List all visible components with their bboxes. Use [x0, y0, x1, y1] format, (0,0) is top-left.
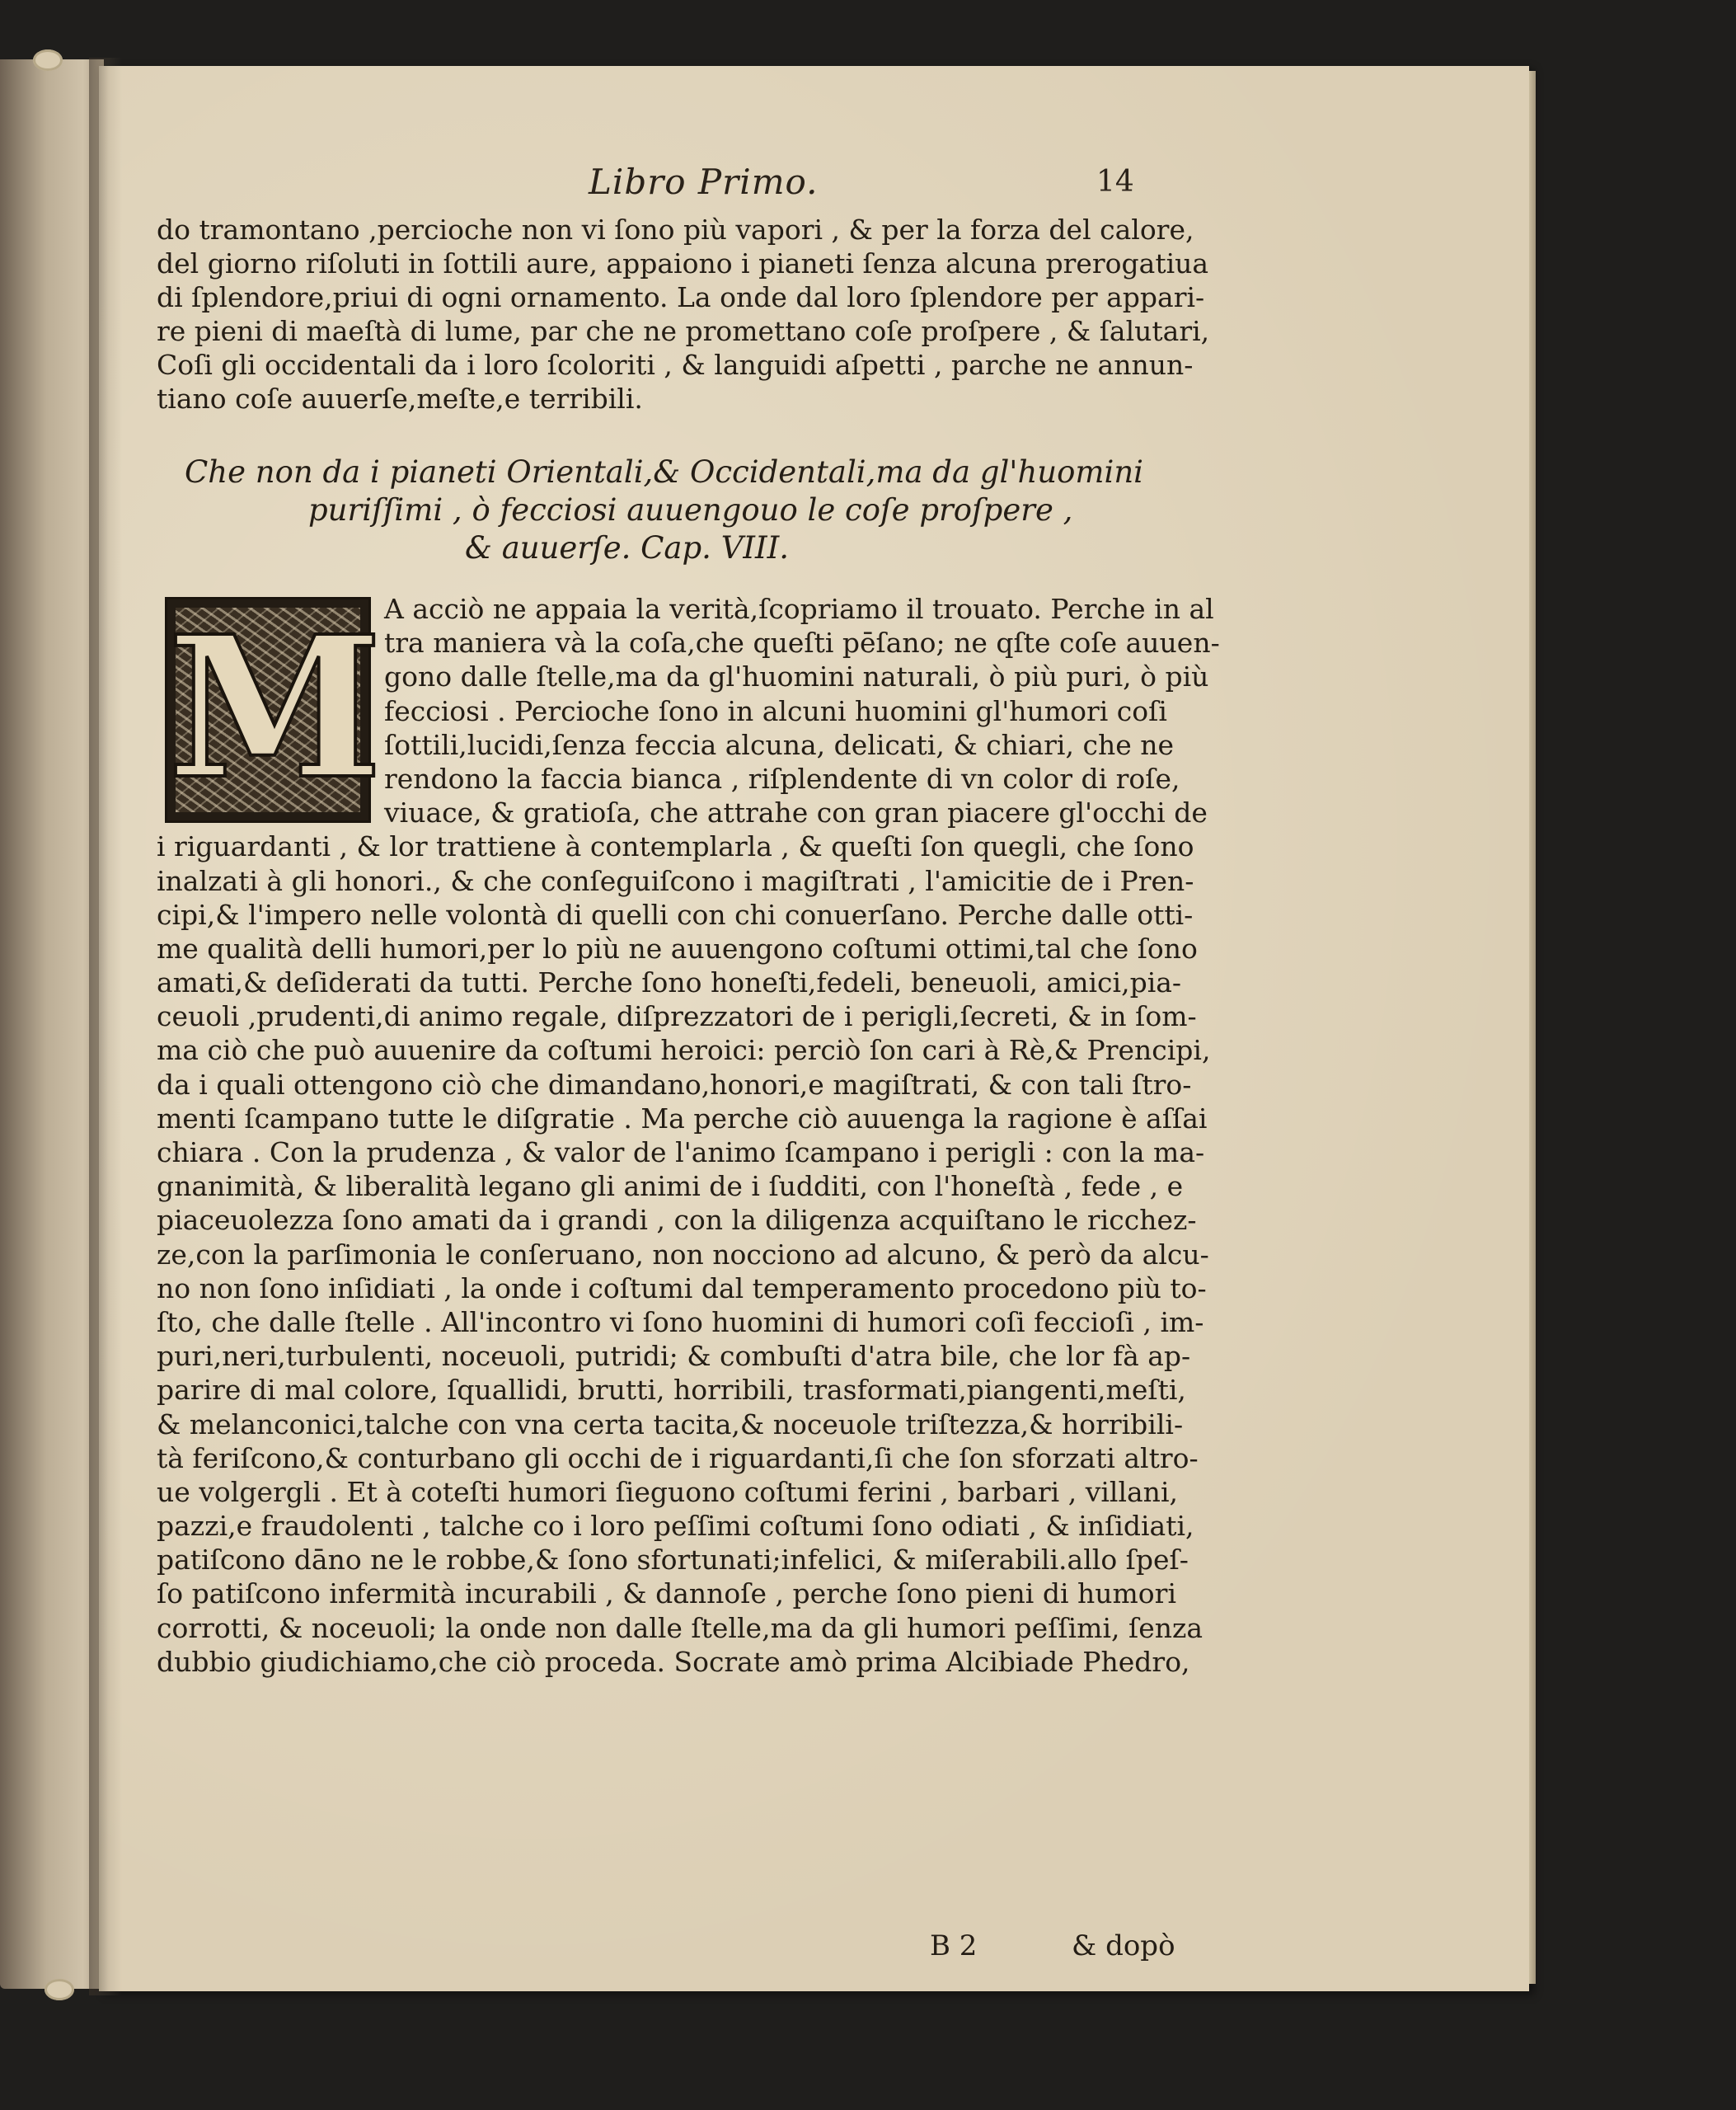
text-line: ma ciò che può auuenire da coſtumi heroici: perciò ſon cari à Rè,& Prencipi,: [157, 1034, 1211, 1067]
text-line: ſottili,lucidi,ſenza feccia alcuna, delicati, & chiari, che ne: [384, 728, 1174, 761]
text-line: parire di mal colore, ſquallidi, brutti, horribili, trasformati,piangenti,meſti,: [157, 1374, 1186, 1407]
text-line: ceuoli ,prudenti,di animo regale, diſprezzatori de i perigli,ſecreti, & in ſom-: [157, 1000, 1197, 1033]
text-line: inalzati à gli honori., & che conſeguiſcono i magiſtrati , l'amicitie de i Pren-: [157, 864, 1194, 897]
heading-line: & auuerſe. Cap. VIII.: [465, 530, 790, 566]
text-line: no non ſono inſidiati , la onde i coſtumi dal temperamento procedono più to-: [157, 1271, 1207, 1304]
text-line: & melanconici,talche con vna certa tacita,& noceuole triſtezza,& horribili-: [157, 1407, 1184, 1440]
binding-thread-top: [33, 49, 63, 71]
page-fore-edge: [1529, 71, 1536, 1984]
text-line: A acciò ne appaia la verità,ſcopriamo il trouato. Perche in al: [384, 593, 1214, 625]
running-title: Libro Primo.: [589, 162, 819, 202]
text-line: re pieni di maeſtà di lume, par che ne promettano coſe proſpere , & ſalutari,: [157, 315, 1210, 347]
text-line: viuace, & gratioſa, che attrahe con gran piacere gl'occhi de: [384, 797, 1208, 829]
text-line: tà feriſcono,& conturbano gli occhi de i riguardanti,ſi che ſon sforzati altro-: [157, 1441, 1199, 1474]
text-line: piaceuolezza ſono amati da i grandi , con la diligenza acquiſtano le ricchez-: [157, 1204, 1197, 1237]
text-line: del giorno riſoluti in ſottili aure, appaiono i pianeti ſenza alcuna prerogatiua: [157, 247, 1209, 280]
catchword: & dopò: [1072, 1929, 1175, 1962]
text-line: chiara . Con la prudenza , & valor de l'animo ſcampano i perigli : con la ma-: [157, 1136, 1205, 1168]
text-line: patiſcono dāno ne le robbe,& ſono sfortunati;infelici, & miſerabili.allo ſpeſ-: [157, 1544, 1189, 1577]
text-line: gono dalle ſtelle,ma da gl'huomini naturali, ò più puri, ò più: [384, 660, 1209, 693]
text-line: menti ſcampano tutte le diſgratie . Ma perche ciò auuenga la ragione è aſſai: [157, 1102, 1208, 1135]
text-line: dubbio giudichiamo,che ciò proceda. Socrate amò prima Alcibiade Phedro,: [157, 1645, 1190, 1678]
text-line: me qualità delli humori,per lo più ne auuengono coſtumi ottimi,tal che ſono: [157, 932, 1198, 965]
text-line: di ſplendore,priui di ogni ornamento. La onde dal loro ſplendore per appari-: [157, 281, 1205, 313]
chapter-heading: [185, 453, 1207, 567]
page-number: 14: [1096, 165, 1134, 199]
book-gutter: [89, 58, 122, 1995]
text-line: tiano coſe auuerſe,meſte,e terribili.: [157, 383, 643, 415]
text-line: da i quali ottengono ciò che dimandano,honori,e magiſtrati, & con tali ſtro-: [157, 1068, 1192, 1101]
binding-thread-bottom: [45, 1979, 74, 2000]
text-line: rendono la faccia bianca , riſplendente di vn color di roſe,: [384, 762, 1180, 795]
initial-letter: M: [167, 593, 383, 822]
text-line: ſo patiſcono infermità incurabili , & dannoſe , perche ſono pieni di humori: [157, 1577, 1177, 1610]
text-line: corrotti, & noceuoli; la onde non dalle ſtelle,ma da gli humori peſſimi, ſenza: [157, 1611, 1203, 1644]
text-line: puri,neri,turbulenti, noceuoli, putridi; & combuſti d'atra bile, che lor fà ap-: [157, 1340, 1191, 1373]
text-line: cipi,& l'impero nelle volontà di quelli con chi conuerſano. Perche dalle otti-: [157, 898, 1194, 931]
text-line: gnanimità, & liberalità legano gli animi de i ſudditi, con l'honeſtà , fede , e: [157, 1170, 1184, 1203]
text-line: ue volgergli . Et à coteſti humori ſieguono coſtumi ferini , barbari , villani,: [157, 1475, 1178, 1508]
intro-paragraph: [157, 213, 1224, 416]
text-line: Coſi gli occidentali da i loro ſcoloriti , & languidi aſpetti , parche ne annun-: [157, 349, 1194, 381]
text-line: pazzi,e fraudolenti , talche co i loro peſſimi coſtumi ſono odiati , & inſidiati,: [157, 1510, 1194, 1543]
text-line: amati,& deſiderati da tutti. Perche ſono honeſti,fedeli, beneuoli, amici,pia-: [157, 966, 1182, 999]
running-head: [157, 162, 1220, 211]
text-line: fecciosi . Percioche ſono in alcuni huomini gl'humori coſi: [384, 694, 1167, 727]
signature-mark: B 2: [930, 1929, 978, 1962]
text-line: ze,con la parſimonia le conſeruano, non nocciono ad alcuno, & però da alcu-: [157, 1238, 1209, 1271]
heading-line: puriſſimi , ò fecciosi auuengouo le coſe proſpere ,: [308, 492, 1073, 528]
heading-line: Che non da i pianeti Orientali,& Occidentali,ma da gl'huomini: [185, 454, 1143, 490]
text-line: tra maniera và la coſa,che queſti pēſano; ne qſte coſe auuen-: [384, 627, 1220, 660]
text-line: do tramontano ,percioche non vi ſono più vapori , & per la forza del calore,: [157, 214, 1194, 246]
text-line: ſto, che dalle ſtelle . All'incontro vi ſono huomini di humori coſi feccioſi , im-: [157, 1305, 1204, 1338]
text-line: i riguardanti , & lor trattiene à contemplarla , & queſti ſon quegli, che ſono: [157, 830, 1194, 863]
chapter-body: [157, 592, 1224, 1679]
